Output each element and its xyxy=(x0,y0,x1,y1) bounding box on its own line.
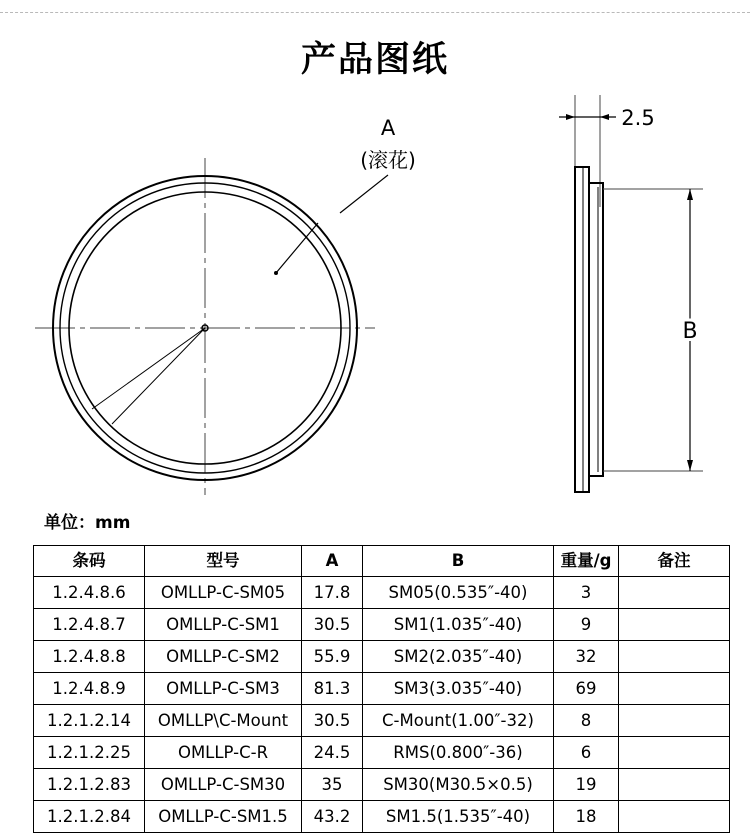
cell-model: OMLLP-C-SM1 xyxy=(145,609,302,641)
section-line-1 xyxy=(92,328,205,409)
cell-model: OMLLP-C-SM30 xyxy=(145,769,302,801)
top-divider xyxy=(0,12,750,13)
header-barcode: 条码 xyxy=(34,546,145,577)
cell-barcode: 1.2.1.2.14 xyxy=(34,705,145,737)
cell-a: 55.9 xyxy=(302,641,363,673)
cell-model: OMLLP-C-SM1.5 xyxy=(145,801,302,833)
cell-barcode: 1.2.4.8.8 xyxy=(34,641,145,673)
cell-note xyxy=(619,673,730,705)
cell-model: OMLLP-C-R xyxy=(145,737,302,769)
cell-barcode: 1.2.1.2.84 xyxy=(34,801,145,833)
cell-note xyxy=(619,737,730,769)
header-a: A xyxy=(302,546,363,577)
cell-weight: 32 xyxy=(554,641,619,673)
side-view-group xyxy=(559,95,703,492)
table-row xyxy=(34,737,730,769)
cell-barcode: 1.2.4.8.7 xyxy=(34,609,145,641)
cell-weight: 6 xyxy=(554,737,619,769)
leader-line-a xyxy=(276,223,318,273)
thickness-label: 2.5 xyxy=(621,106,655,130)
dim-arrow-left xyxy=(566,114,575,120)
cell-a: 43.2 xyxy=(302,801,363,833)
cell-b: SM30(M30.5×0.5) xyxy=(363,769,554,801)
cell-note xyxy=(619,801,730,833)
table-row xyxy=(34,705,730,737)
cell-b: C-Mount(1.00″-32) xyxy=(363,705,554,737)
cell-weight: 19 xyxy=(554,769,619,801)
page-title: 产品图纸 xyxy=(300,40,449,80)
technical-drawing xyxy=(0,95,750,495)
label-a-knurl: (滚花) xyxy=(360,148,416,172)
header-note: 备注 xyxy=(619,546,730,577)
barrel-outline xyxy=(589,183,603,476)
header-weight: 重量/g xyxy=(554,546,619,577)
cell-a: 30.5 xyxy=(302,609,363,641)
cell-weight: 18 xyxy=(554,801,619,833)
table-row xyxy=(34,577,730,609)
cell-model: OMLLP\C-Mount xyxy=(145,705,302,737)
cell-b: SM1.5(1.535″-40) xyxy=(363,801,554,833)
section-line-2 xyxy=(112,328,205,424)
b-arrow-top xyxy=(687,189,693,200)
table-row xyxy=(34,769,730,801)
cell-a: 35 xyxy=(302,769,363,801)
cell-model: OMLLP-C-SM05 xyxy=(145,577,302,609)
leader-dot-a xyxy=(274,271,278,275)
table-row xyxy=(34,673,730,705)
dim-arrow-right xyxy=(600,114,609,120)
front-view-group xyxy=(35,116,416,495)
cell-a: 30.5 xyxy=(302,705,363,737)
cell-note xyxy=(619,641,730,673)
specification-table xyxy=(33,545,730,833)
cell-weight: 3 xyxy=(554,577,619,609)
b-label: B xyxy=(682,319,698,344)
cell-model: OMLLP-C-SM3 xyxy=(145,673,302,705)
unit-label: 单位：mm xyxy=(44,513,131,533)
cell-weight: 8 xyxy=(554,705,619,737)
cell-barcode: 1.2.4.8.9 xyxy=(34,673,145,705)
table-row xyxy=(34,801,730,833)
cell-a: 81.3 xyxy=(302,673,363,705)
cell-note xyxy=(619,609,730,641)
cell-note xyxy=(619,577,730,609)
b-arrow-bottom xyxy=(687,460,693,471)
table-row xyxy=(34,609,730,641)
table-row xyxy=(34,641,730,673)
cell-note xyxy=(619,705,730,737)
cell-weight: 69 xyxy=(554,673,619,705)
cell-b: RMS(0.800″-36) xyxy=(363,737,554,769)
header-model: 型号 xyxy=(145,546,302,577)
cell-a: 17.8 xyxy=(302,577,363,609)
cell-a: 24.5 xyxy=(302,737,363,769)
cell-barcode: 1.2.1.2.83 xyxy=(34,769,145,801)
flange-rect xyxy=(575,167,589,492)
header-b: B xyxy=(363,546,554,577)
cell-model: OMLLP-C-SM2 xyxy=(145,641,302,673)
cell-b: SM1(1.035″-40) xyxy=(363,609,554,641)
table-header-row xyxy=(34,546,730,577)
cell-b: SM05(0.535″-40) xyxy=(363,577,554,609)
drawing-svg xyxy=(0,95,750,495)
cell-b: SM2(2.035″-40) xyxy=(363,641,554,673)
cell-barcode: 1.2.4.8.6 xyxy=(34,577,145,609)
cell-note xyxy=(619,769,730,801)
cell-barcode: 1.2.1.2.25 xyxy=(34,737,145,769)
leader-line-a-tail xyxy=(340,175,388,213)
cell-b: SM3(3.035″-40) xyxy=(363,673,554,705)
cell-weight: 9 xyxy=(554,609,619,641)
label-a: A xyxy=(380,116,396,140)
